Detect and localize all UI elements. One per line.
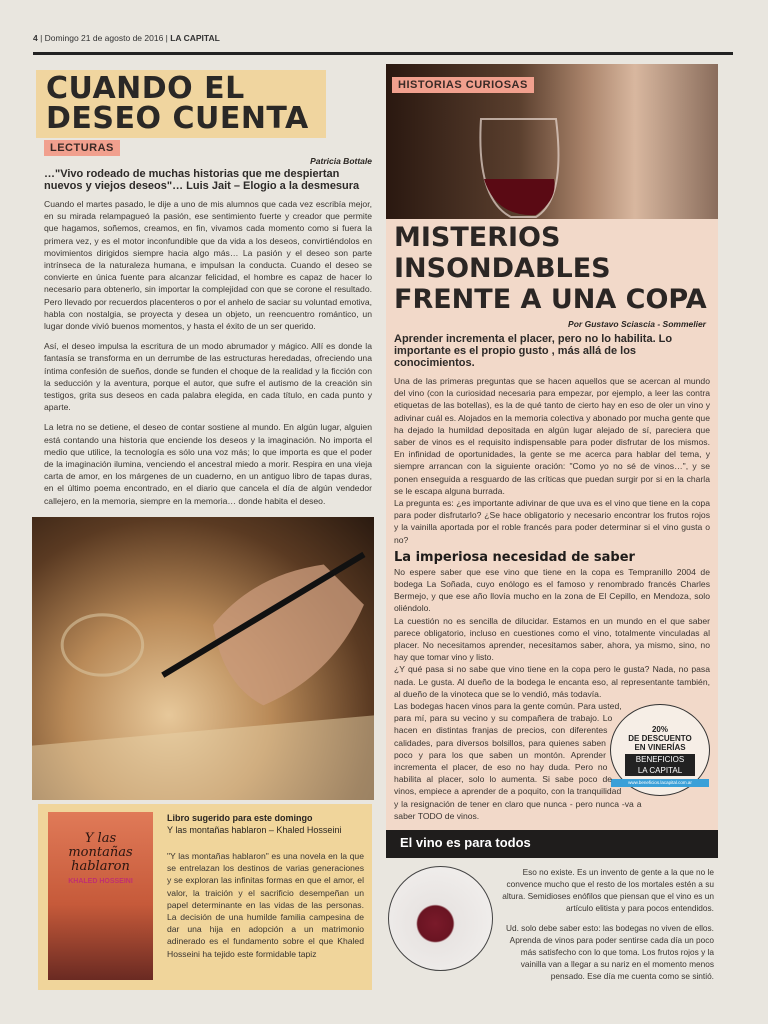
left-author: Patricia Bottale bbox=[310, 156, 372, 166]
cover-title: Y las montañas hablaron bbox=[68, 831, 133, 874]
book-info bbox=[167, 812, 364, 980]
right-author: Por Gustavo Sciascia - Sommelier bbox=[568, 318, 706, 329]
badge-brand: LA CAPITAL bbox=[625, 765, 695, 776]
suggested-book-box bbox=[38, 804, 372, 990]
paragraph: La letra no se detiene, el deseo de contar sostiene al mundo. En algún lugar, alguien está contando una historia que enciende los deseos y la imaginación. No importa el medio que utilice, la tecnología es sólo una voz más; lo que importa es que el poder de la imaginación ilumina, venciendo el ancestral miedo a morir. Respira en una vieja carta de amor, en los márgenes de un cuaderno, en un antiguo libro de tapas duras, en el último poema encontrado, en el diario que cancela el día de algún vendedor callejero, en la memoria, siempre en la memoria… donde habita el deseo. bbox=[44, 422, 372, 506]
issue-date: Domingo 21 de agosto de 2016 bbox=[44, 33, 164, 43]
badge-url[interactable]: www.beneficios.lacapital.com.ar bbox=[611, 779, 709, 787]
page-number: 4 bbox=[33, 33, 38, 43]
paragraph: Las bodegas hacen vinos para la gente común. Para usted, para mí, para su vecino y su compañera de trabajo. Lo hacen en distintas franjas de precios, con diferentes calidades, para diversos bolsillos, para quienes saben poco y para los que saben un montón. Aprender incrementa el placer, de eso no hay duda. Pero no habilita al placer, solo lo aumenta. Si sabe poco de vinos, empiece a aprender de a poquito, con la tranquilidad y la resignación de tener en claro que nunca - pero nunca -va a saber TODO de vinos. bbox=[394, 700, 642, 821]
right-article-title: MISTERIOS INSONDABLES FRENTE A UNA COPA bbox=[394, 221, 707, 315]
box-title-band: El vino es para todos bbox=[386, 830, 718, 858]
paragraph: La pregunta es: ¿es importante adivinar de que uva es el vino que tiene en la copa para poder disfrutarlo? ¿Se hace obligatorio y necesario encontrar los frutos rojos y la vainilla aportada por el roble francés para poder determinar si el vino gusta o no? bbox=[394, 497, 710, 545]
left-article-title: CUANDO EL DESEO CUENTA bbox=[36, 70, 326, 138]
badge-text: DE DESCUENTO bbox=[628, 733, 692, 743]
badge-brand: BENEFICIOS bbox=[625, 754, 695, 765]
right-intro bbox=[394, 375, 710, 546]
discount-badge[interactable] bbox=[610, 704, 710, 796]
paragraph: Cuando el martes pasado, le dije a uno de mis alumnos que cada vez escribía mejor, en su mirada relampagueó la pasión, ese sentimiento fuerte y creador que permite que hagamos, soñemos, creamos, en fin, vivamos cada momento como si fuera la primera vez, y es el motor inconfundible que da vida a los deseos, convirtiéndolos en movimientos dirigidos siempre hacia algo más… La pasión y el deseo son parte intrínseca de la naturaleza humana, e impulsan la conducta. Cuando el deseo se convierte en única fuente para alcanzar felicidad, el hombre es capaz de hacer lo necesario para obtenerlo, sin importar la complejidad con que se corone el resultado. Pero llevado por recuerdos placenteros o por el anhelo de saciar su voluntad emotiva, habla con nostalgia, se proyecta y desea un objeto, un reencuentro romántico, un lugar donde vivió buenos momentos, y hasta el éxito de un ser querido. bbox=[44, 199, 372, 332]
book-cover-image bbox=[48, 812, 153, 980]
paragraph: No espere saber que ese vino que tiene en la copa es Tempranillo 2004 de bodega La Soñada, cuyo enólogo es el famoso y renombrado francés Charles Bermejo, y que ese año llovía mucho en la zona de El Cepillo, en Mendoza, solo oliéndolo. bbox=[394, 566, 710, 614]
wine-glass-circle-photo bbox=[388, 866, 493, 971]
paragraph: Ud. solo debe saber esto: las bodegas no viven de ellos. Aprenda de vinos para poder sentirse cada día un poco más satisfecho con lo que toma. Los frutos rojos y la vainilla van a llegar a su nariz en el momento menos pensado. Ese día me cuenta como se sintió. bbox=[505, 923, 714, 981]
book-description: "Y las montañas hablaron" es una novela en la que se entrelazan los destinos de varias generaciones y se exploran las infinitas formas en que el amor, el valor, la traición y el sacrificio desempeñan un papel determinante en las vidas de las personas. La decisión de una humilde familia campesina de dar una hija en adopción a un matrimonio adinerado es el fundamento sobre el que Khaled Hosseini ha tejido este formidable tapiz bbox=[167, 851, 364, 959]
paragraph: Una de las primeras preguntas que se hacen aquellos que se acercan al mundo del vino (con la curiosidad necesaria para empezar, por ejemplo, a leer las contra etiquetas de las botellas), es la de qué tanto de cierto hay en eso de oler un vino y adivinar cuál es. Alojados en la memoria colectiva y abonado por mucha gente que ha dejado la humildad depositada en algún lugar alejado de sí, pareciera que saber de vinos es el requisito indispensable para poder disfrutar de los mismos. En infinidad de oportunidades, la gente se me acerca para hablar del tema, y siempre arrancan con la siguiente oración: "Como yo no sé de vinos…", y se ponen enseguida a resguardo de las críticas que puedan surgir por si en la charla se le escapa alguna burrada. bbox=[394, 375, 710, 496]
paragraph: La cuestión no es sencilla de dilucidar. Estamos en un mundo en el que saber parece obligatorio, incluso en cuestiones como el vino, totalmente vinculadas al placer. No necesitamos aprender, necesitamos saber, ahora, ya mismo, sino, no hay que tomar vino y listo. bbox=[394, 615, 710, 663]
wine-glass-illustration bbox=[386, 109, 718, 219]
section2-body bbox=[394, 566, 710, 822]
cover-author: KHALED HOSSEINI bbox=[68, 878, 133, 885]
left-column bbox=[32, 64, 374, 990]
paragraph: ¿Y qué pasa si no sabe que vino tiene en la copa pero le gusta? Nada, no pasa nada. Le gusta. Al dueño de la bodega le encanta eso, al representante también, al dueño de la vinoteca que se lo vendió, más todavía. bbox=[394, 664, 710, 699]
section-tag-lecturas: LECTURAS bbox=[44, 140, 120, 156]
paragraph: Así, el deseo impulsa la escritura de un modo abrumador y mágico. Allí es donde la fantasía se transforma en un derrumbe de las estructuras heredadas, ofreciendo una íntima confesión de sueños, donde se funden el choque de la realidad y la ficción con la seducción y la aventura, porque el autor, que sufre el autismo de la creación sin testigos, grita sus deseos en cada palabra elegida, en cada título, en cada punto y aparte. bbox=[44, 341, 372, 413]
badge-percent: 20% bbox=[651, 724, 668, 734]
badge-text: EN VINERÍAS bbox=[634, 742, 686, 752]
right-column bbox=[386, 64, 718, 990]
right-subhead: Aprender incrementa el placer, pero no lo habilita. Lo importante es el propio gusto , más allá de los conocimientos. bbox=[394, 332, 673, 369]
paragraph: Eso no existe. Es un invento de gente a la que no le convence mucho que el resto de los mortales estén a su altura. Semidioses enófilos que piensan que el vino es un artículo elitista y para pocos entendidos. bbox=[502, 867, 714, 913]
photo-man-with-wine-glass bbox=[386, 64, 718, 219]
pen-and-glasses-illustration bbox=[32, 517, 374, 800]
section-tag-historias-curiosas: HISTORIAS CURIOSAS bbox=[392, 77, 534, 93]
header-rule bbox=[33, 52, 733, 55]
left-body bbox=[44, 198, 372, 515]
book-heading: Libro sugerido para este domingo bbox=[167, 813, 313, 823]
left-quote: …"Vivo rodeado de muchas historias que me despiertan nuevos y viejos deseos"… Luis Jait – Elogio a la desmesura bbox=[44, 168, 360, 192]
book-title-author: Y las montañas hablaron – Khaled Hosseini bbox=[167, 825, 342, 835]
section2-heading: La imperiosa necesidad de saber bbox=[394, 549, 635, 565]
photo-hand-writing-with-pen bbox=[32, 517, 374, 800]
box-area bbox=[386, 858, 718, 990]
right-article-panel bbox=[386, 219, 718, 830]
newspaper-name: LA CAPITAL bbox=[170, 33, 220, 43]
page-folio: 4 | Domingo 21 de agosto de 2016 | LA CAPITAL bbox=[33, 33, 220, 43]
